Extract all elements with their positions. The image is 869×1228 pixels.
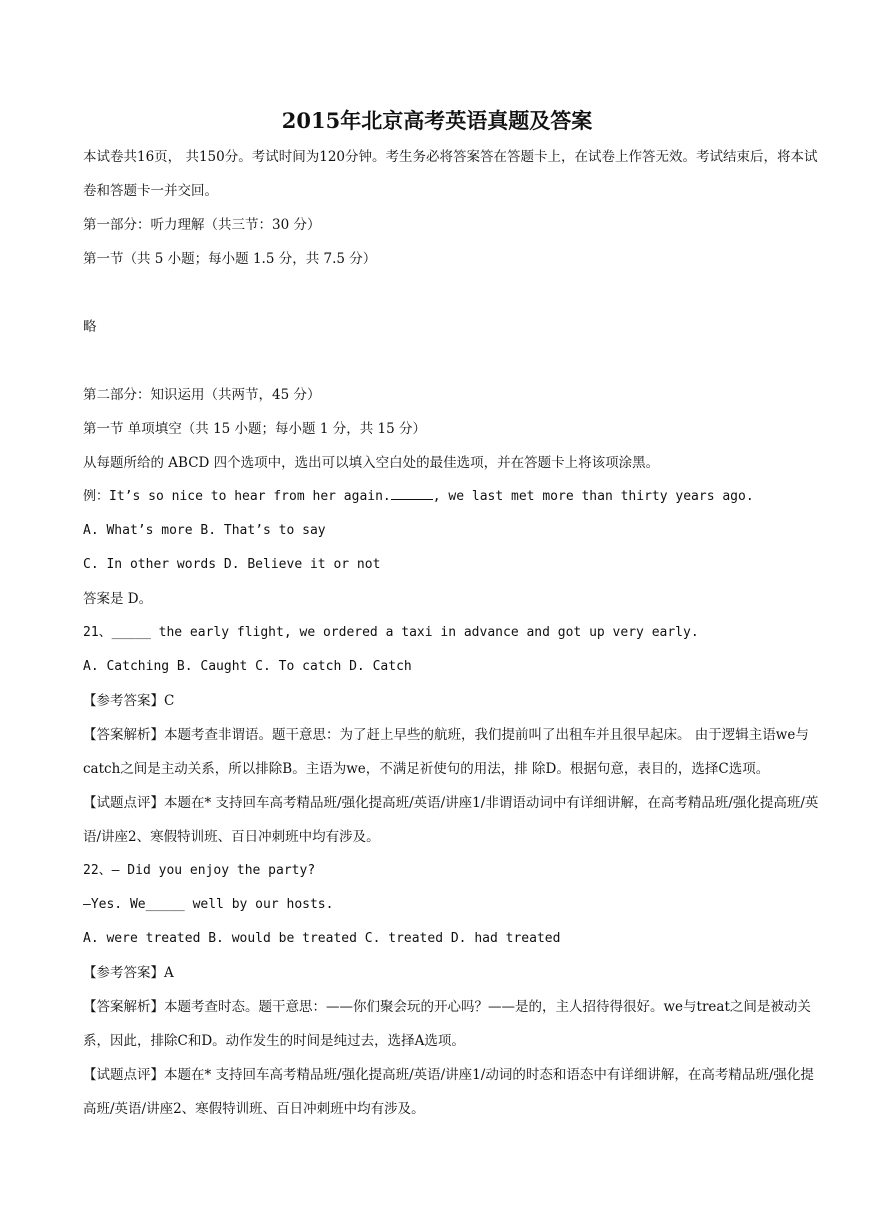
q22-reply: —Yes. We_____ well by our hosts. — [83, 897, 334, 912]
example-before: 例：It’s so nice to hear from her again. — [83, 489, 391, 504]
q22-ref-answer: 【参考答案】A — [83, 965, 174, 981]
q22-stem: 22、— Did you enjoy the party? — [83, 863, 316, 878]
example-options-ab: A. What’s more B. That’s to say — [83, 523, 326, 538]
q21-options: A. Catching B. Caught C. To catch D. Catch — [83, 659, 412, 674]
example-stem — [55, 480, 819, 514]
section1-heading: 第一节（共 5 小题；每小题 1.5 分，共 7.5 分） — [83, 251, 377, 267]
omitted-note: 略 — [83, 319, 97, 335]
q21-stem: 21、_____ the early flight, we ordered a taxi in advance and got up very early. — [83, 625, 699, 640]
page-title: 2015年北京高考英语真题及答案 — [281, 108, 593, 133]
example-options-cd: C. In other words D. Believe it or not — [83, 557, 381, 572]
answer-blank — [391, 485, 433, 500]
q22-comment: 【试题点评】本题在* 支持回车高考精品班/强化提高班/英语/讲座1/动词的时态和语态中有详细讲解，在高考精品班/强化提高班/英语/讲座2、寒假特训班、百日冲刺班中均有涉及。 — [83, 1067, 814, 1117]
q22-options: A. were treated B. would be treated C. treated D. had treated — [83, 931, 561, 946]
example-after: , we last met more than thirty years ago. — [432, 489, 754, 504]
q21-comment: 【试题点评】本题在* 支持回车高考精品班/强化提高班/英语/讲座1/非谓语动词中有详细讲解，在高考精品班/强化提高班/英语/讲座2、寒假特训班、百日冲刺班中均有涉及。 — [83, 795, 819, 845]
section2-heading: 第一节 单项填空（共 15 小题；每小题 1 分，共 15 分） — [83, 421, 426, 437]
part1-heading: 第一部分：听力理解（共三节：30 分） — [83, 217, 321, 233]
spacer — [55, 276, 819, 310]
example-answer: 答案是 D。 — [83, 591, 153, 607]
spacer — [55, 344, 819, 378]
intro-paragraph: 本试卷共16页， 共150分。考试时间为120分钟。考生务必将答案答在答题卡上，在试卷上作答无效。考试结束后，将本试卷和答题卡一并交回。 — [83, 149, 818, 199]
q21-analysis: 【答案解析】本题考查非谓语。题干意思：为了赶上早些的航班，我们提前叫了出租车并且很早起床。 由于逻辑主语we与catch之间是主动关系，所以排除B。主语为we，不满足祈使句的用法，排 除D。根据句意，表目的，选择C选项。 — [83, 727, 809, 777]
part2-heading: 第二部分：知识运用（共两节，45 分） — [83, 387, 321, 403]
instruction-text: 从每题所给的 ABCD 四个选项中，选出可以填入空白处的最佳选项，并在答题卡上将该项涂黑。 — [83, 455, 660, 471]
q22-analysis: 【答案解析】本题考查时态。题干意思：——你们聚会玩的开心吗？——是的，主人招待得很好。we与treat之间是被动关系，因此，排除C和D。动作发生的时间是纯过去，选择A选项。 — [83, 999, 811, 1049]
q21-ref-answer: 【参考答案】C — [83, 693, 175, 709]
